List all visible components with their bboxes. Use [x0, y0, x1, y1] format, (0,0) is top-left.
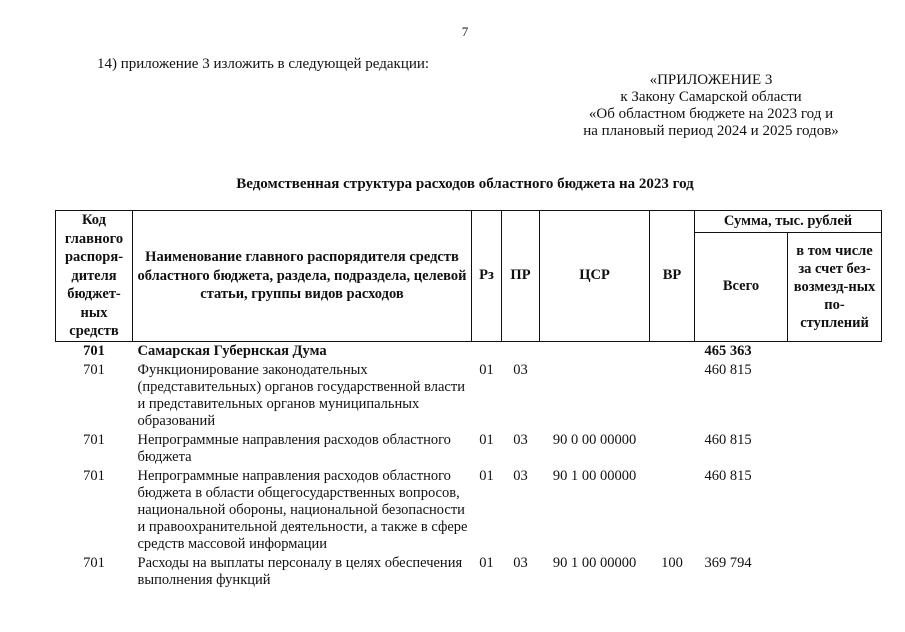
cell-incl [788, 360, 882, 430]
header-total: Всего [695, 233, 788, 341]
cell-total: 460 815 [704, 467, 752, 484]
cell-total: 465 363 [704, 342, 752, 359]
cell-pr: 03 [513, 431, 528, 448]
cell-incl [788, 553, 882, 589]
budget-table [55, 210, 882, 589]
table-row [56, 553, 882, 589]
header-rz: Рз [472, 211, 502, 342]
cell-incl [788, 341, 882, 360]
cell-code: 701 [83, 431, 105, 448]
cell-csr: 90 1 00 00000 [552, 554, 637, 571]
header-sum: Сумма, тыс. рублей [695, 211, 882, 233]
cell-code: 701 [83, 342, 105, 359]
cell-rz: 01 [479, 361, 494, 378]
cell-code: 701 [83, 361, 105, 378]
cell-name: Непрограммные направления расходов областного бюджета в области общегосударственных вопросов, национальной обороны, национальной безопасности и правоохранительной деятельности, а также в сфере средств массовой информации [137, 467, 468, 552]
cell-rz: 01 [479, 431, 494, 448]
cell-name: Самарская Губернская Дума [137, 342, 327, 359]
appendix-header [551, 72, 871, 140]
cell-incl [788, 430, 882, 466]
appendix-line-3: «Об областном бюджете на 2023 год и [588, 106, 834, 122]
header-vr: ВР [650, 211, 695, 342]
cell-pr: 03 [513, 554, 528, 571]
table-body [56, 341, 882, 589]
cell-name: Расходы на выплаты персоналу в целях обеспечения выполнения функций [137, 554, 463, 588]
appendix-line-2: к Закону Самарской области [620, 89, 802, 105]
cell-name: Функционирование законодательных (представительных) органов государственной власти и представительных органов муниципальных образований [137, 361, 465, 429]
table-row [56, 466, 882, 553]
table-row [56, 341, 882, 360]
cell-pr: 03 [513, 467, 528, 484]
cell-name: Непрограммные направления расходов областного бюджета [137, 431, 451, 465]
cell-code: 701 [83, 467, 105, 484]
header-pr: ПР [502, 211, 540, 342]
cell-vr [650, 360, 695, 430]
cell-total: 460 815 [704, 361, 752, 378]
cell-csr [540, 341, 650, 360]
cell-rz [472, 341, 502, 360]
table-row [56, 430, 882, 466]
header-code: Код главного распоря-дителя бюджет-ных средств [56, 211, 133, 342]
intro-text: 14) приложение 3 изложить в следующей редакции: [97, 56, 430, 72]
cell-rz: 01 [479, 554, 494, 571]
header-incl: в том числе за счет без-возмезд-ных по-ступлений [788, 233, 882, 341]
table-row [56, 360, 882, 430]
cell-csr: 90 0 00 00000 [552, 431, 637, 448]
cell-pr: 03 [513, 361, 528, 378]
header-csr: ЦСР [540, 211, 650, 342]
cell-csr [540, 360, 650, 430]
header-name: Наименование главного распорядителя средств областного бюджета, раздела, подраздела, целевой статьи, группы видов расходов [133, 211, 472, 342]
cell-vr [650, 466, 695, 553]
cell-rz: 01 [479, 467, 494, 484]
cell-vr [650, 341, 695, 360]
appendix-line-1: «ПРИЛОЖЕНИЕ 3 [649, 72, 773, 88]
appendix-line-4: на плановый период 2024 и 2025 годов» [583, 123, 839, 139]
cell-total: 460 815 [704, 431, 752, 448]
cell-incl [788, 466, 882, 553]
page-number: 7 [461, 24, 469, 39]
cell-vr [650, 430, 695, 466]
cell-csr: 90 1 00 00000 [552, 467, 637, 484]
table-title: Ведомственная структура расходов областного бюджета на 2023 год [236, 176, 694, 192]
cell-total: 369 794 [704, 554, 752, 571]
cell-vr: 100 [661, 554, 683, 571]
cell-pr [502, 341, 540, 360]
cell-code: 701 [83, 554, 105, 571]
